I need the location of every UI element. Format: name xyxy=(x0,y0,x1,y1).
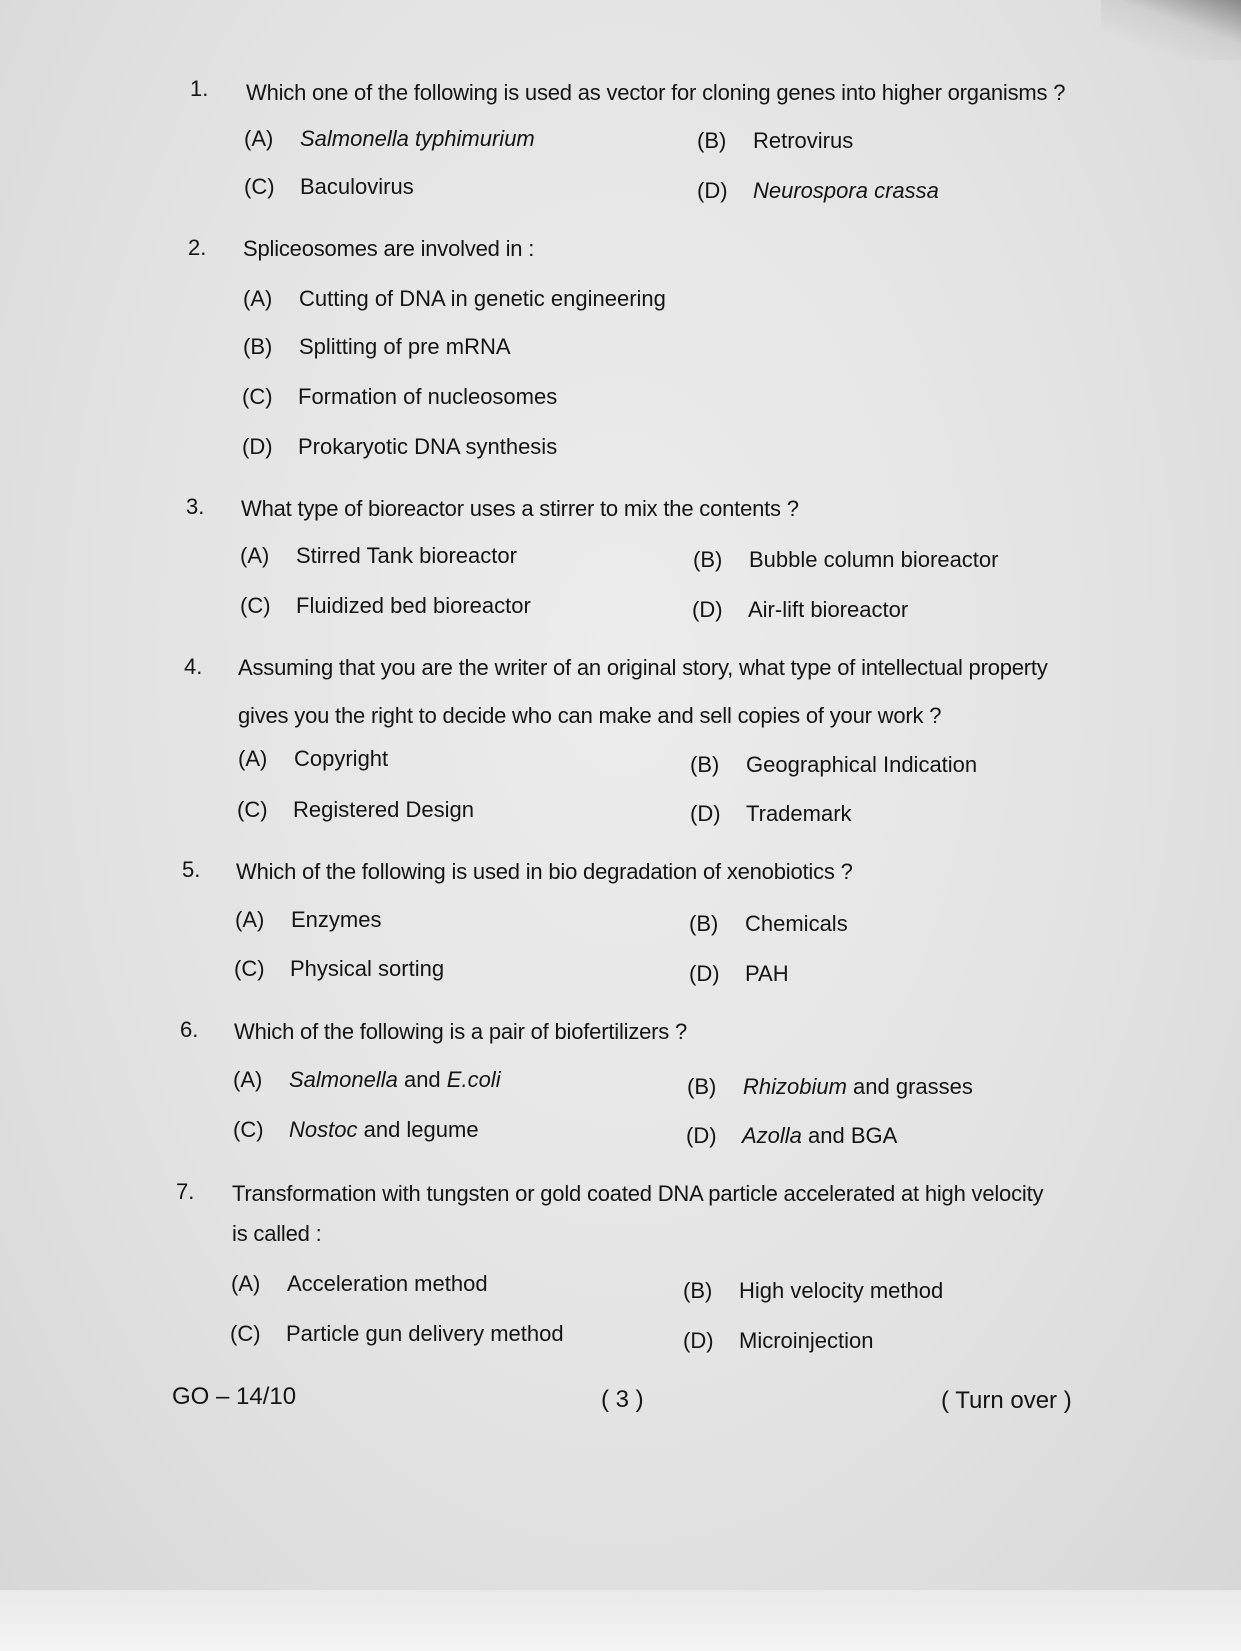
option-label: (D) xyxy=(697,178,728,203)
question-1-number: 1. xyxy=(190,76,209,101)
option-label: (A) xyxy=(238,746,268,771)
question-7-option-a[interactable] xyxy=(231,1270,488,1298)
question-5-option-c[interactable] xyxy=(234,955,444,983)
option-label: (A) xyxy=(233,1067,263,1092)
option-text: and grasses xyxy=(846,1074,973,1099)
option-italic-text: Nostoc xyxy=(289,1117,358,1142)
option-italic-text: Salmonella xyxy=(289,1067,398,1092)
question-7-option-d[interactable] xyxy=(683,1327,874,1355)
option-text: Baculovirus xyxy=(300,174,414,199)
option-label: (D) xyxy=(690,801,721,826)
option-text: and BGA xyxy=(801,1123,898,1148)
question-3-text: What type of bioreactor uses a stirrer to mix the contents ? xyxy=(241,496,799,521)
question-1-text: Which one of the following is used as vector for cloning genes into higher organisms ? xyxy=(246,80,1066,105)
option-text: Splitting of pre mRNA xyxy=(299,334,511,359)
option-label: (A) xyxy=(235,907,265,932)
option-label: (A) xyxy=(231,1271,261,1296)
question-5-option-b[interactable] xyxy=(689,910,848,938)
question-7-option-c[interactable] xyxy=(230,1320,564,1348)
option-text: Cutting of DNA in genetic engineering xyxy=(299,286,666,311)
option-text: Copyright xyxy=(294,746,389,771)
option-text: Registered Design xyxy=(293,797,474,822)
option-label: (B) xyxy=(689,911,719,936)
question-2-option-a[interactable] xyxy=(243,285,666,313)
question-1-option-d[interactable] xyxy=(697,177,939,205)
option-text: Retrovirus xyxy=(753,128,854,153)
paper-code: GO – 14/10 xyxy=(172,1383,297,1410)
option-label: (D) xyxy=(692,597,723,622)
question-4-number: 4. xyxy=(184,654,203,679)
page-corner-shadow xyxy=(1101,0,1241,60)
question-3-option-b[interactable] xyxy=(693,546,998,574)
option-text: Acceleration method xyxy=(287,1271,488,1296)
option-label: (A) xyxy=(243,286,273,311)
question-7-option-b[interactable] xyxy=(683,1277,943,1305)
question-6-text: Which of the following is a pair of biofertilizers ? xyxy=(234,1019,688,1044)
question-4-option-d[interactable] xyxy=(690,800,852,828)
option-text: Enzymes xyxy=(291,907,382,932)
option-label: (A) xyxy=(244,126,274,151)
option-text: Chemicals xyxy=(745,911,848,936)
option-label: (D) xyxy=(686,1123,717,1148)
turn-over-note: ( Turn over ) xyxy=(941,1387,1072,1414)
question-3-number: 3. xyxy=(186,494,205,519)
option-text: and legume xyxy=(357,1117,479,1142)
option-label: (B) xyxy=(683,1278,713,1303)
option-label: (B) xyxy=(697,128,727,153)
option-label: (C) xyxy=(230,1321,261,1346)
option-label: (B) xyxy=(243,334,273,359)
option-text: and xyxy=(397,1067,447,1092)
question-7-text-line2: is called : xyxy=(232,1221,322,1246)
option-text: Salmonella typhimurium xyxy=(300,126,535,151)
question-5-option-a[interactable] xyxy=(235,906,381,934)
option-text: Formation of nucleosomes xyxy=(298,384,558,409)
option-text: Neurospora crassa xyxy=(753,178,939,203)
question-5-number: 5. xyxy=(182,857,201,882)
question-2-option-c[interactable] xyxy=(242,383,557,411)
option-label: (C) xyxy=(234,956,265,981)
page-bottom-edge xyxy=(0,1590,1241,1651)
option-label: (D) xyxy=(242,434,273,459)
option-italic-text: Rhizobium xyxy=(743,1074,847,1099)
option-label: (C) xyxy=(237,797,268,822)
option-label: (B) xyxy=(690,752,720,777)
question-5-option-d[interactable] xyxy=(689,960,789,988)
question-2-text: Spliceosomes are involved in : xyxy=(243,236,535,261)
question-3-option-a[interactable] xyxy=(240,542,517,570)
option-text: High velocity method xyxy=(739,1278,944,1303)
question-4-option-a[interactable] xyxy=(238,745,388,773)
option-text: PAH xyxy=(745,961,789,986)
question-5-text: Which of the following is used in bio degradation of xenobiotics ? xyxy=(236,859,853,884)
option-text: Trademark xyxy=(746,801,852,826)
option-label: (C) xyxy=(242,384,273,409)
option-label: (B) xyxy=(687,1074,717,1099)
option-label: (C) xyxy=(233,1117,264,1142)
question-6-option-b[interactable] xyxy=(687,1073,973,1101)
question-6-option-c[interactable] xyxy=(233,1116,479,1144)
question-1-option-b[interactable] xyxy=(697,127,853,155)
question-1-option-a[interactable] xyxy=(244,125,535,153)
question-7-number: 7. xyxy=(176,1179,195,1204)
question-2-number: 2. xyxy=(188,235,207,260)
option-text: Microinjection xyxy=(739,1328,874,1353)
option-label: (C) xyxy=(244,174,275,199)
option-text: Air-lift bioreactor xyxy=(748,597,909,622)
question-2-option-d[interactable] xyxy=(242,433,557,461)
question-6-option-a[interactable] xyxy=(233,1066,501,1094)
option-text: Prokaryotic DNA synthesis xyxy=(298,434,558,459)
question-4-text-line2: gives you the right to decide who can make and sell copies of your work ? xyxy=(238,703,942,728)
option-text: Fluidized bed bioreactor xyxy=(296,593,531,618)
option-label: (B) xyxy=(693,547,723,572)
option-italic-text: Azolla xyxy=(742,1123,802,1148)
question-4-text-line1: Assuming that you are the writer of an original story, what type of intellectual property xyxy=(238,655,1048,680)
option-text: Geographical Indication xyxy=(746,752,978,777)
option-text: Physical sorting xyxy=(290,956,445,981)
option-text: Bubble column bioreactor xyxy=(749,547,999,572)
option-label: (D) xyxy=(689,961,720,986)
option-italic-text: E.coli xyxy=(446,1067,501,1092)
question-1-option-c[interactable] xyxy=(244,173,414,201)
question-2-option-b[interactable] xyxy=(243,333,511,361)
option-label: (A) xyxy=(240,543,270,568)
question-6-option-d[interactable] xyxy=(686,1122,897,1150)
question-4-option-c[interactable] xyxy=(237,796,474,824)
question-6-number: 6. xyxy=(180,1017,199,1042)
page-number: ( 3 ) xyxy=(601,1386,644,1413)
question-4-option-b[interactable] xyxy=(690,751,977,779)
option-label: (C) xyxy=(240,593,271,618)
option-text: Particle gun delivery method xyxy=(286,1321,564,1346)
question-7-text-line1: Transformation with tungsten or gold coated DNA particle accelerated at high velocity xyxy=(232,1181,1044,1206)
option-label: (D) xyxy=(683,1328,714,1353)
option-text: Stirred Tank bioreactor xyxy=(296,543,517,568)
question-3-option-d[interactable] xyxy=(692,596,908,624)
question-3-option-c[interactable] xyxy=(240,592,531,620)
